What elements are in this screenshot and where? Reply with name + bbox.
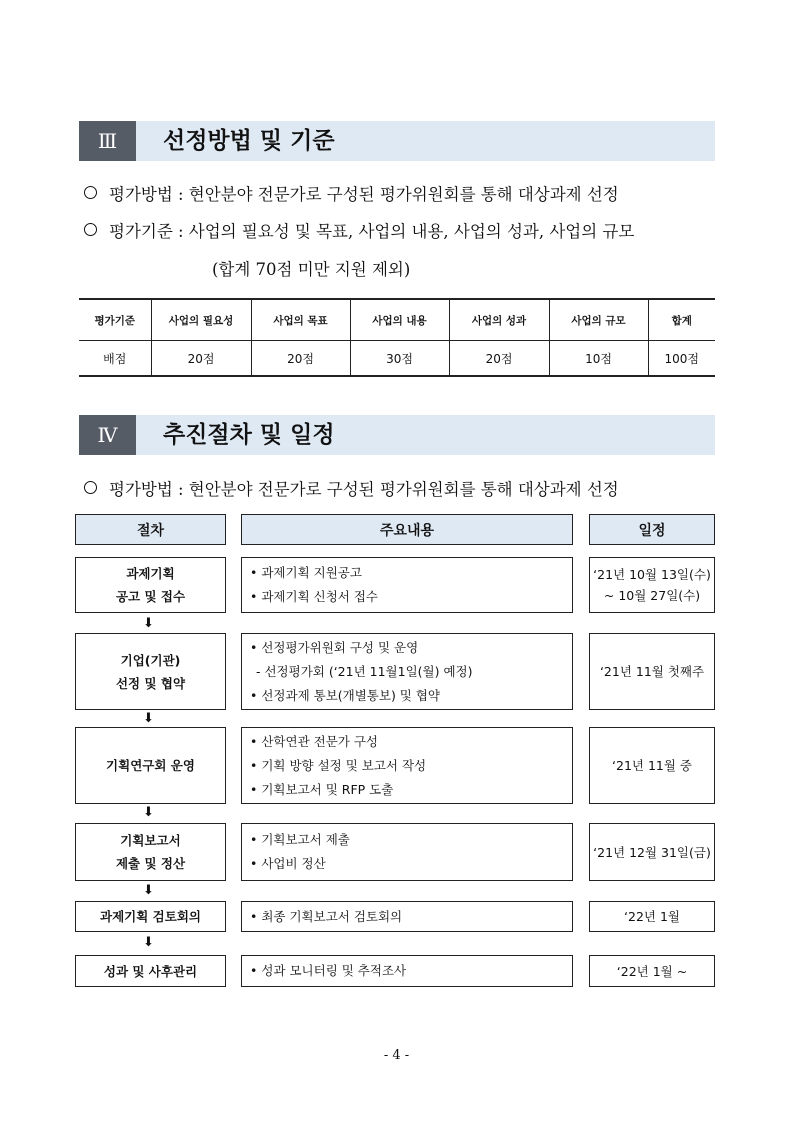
list-item: • 기획보고서 제출 — [250, 828, 572, 852]
section-3-number: Ⅲ — [79, 121, 136, 161]
schedule-box: ‘22년 1월 — [589, 901, 715, 932]
list-item: • 기획보고서 및 RFP 도출 — [250, 778, 572, 802]
table-header-cell: 사업의 내용 — [350, 299, 449, 341]
list-item: • 사업비 정산 — [250, 852, 572, 876]
down-arrow-icon: ⬇ — [143, 616, 154, 631]
stage-box: 과제기획 검토회의 — [75, 901, 226, 932]
section-4-number: Ⅳ — [79, 415, 136, 455]
table-header-cell: 사업의 규모 — [549, 299, 648, 341]
table-header-cell: 평가기준 — [79, 299, 151, 341]
content-box — [241, 823, 573, 881]
circle-bullet-icon — [84, 223, 97, 236]
list-item: - 선정평가회 (‘21년 11월1일(월) 예정) — [256, 663, 473, 679]
table-cell: 20점 — [449, 341, 549, 377]
header-schedule: 일정 — [589, 514, 715, 545]
page-number: - 4 - — [383, 1048, 410, 1063]
section-4-title: 추진절차 및 일정 — [163, 422, 335, 448]
eval-method-line: 평가방법 : 현안분야 전문가로 구성된 평가위원회를 통해 대상과제 선정 — [84, 181, 619, 205]
table-row — [79, 341, 715, 377]
table-cell: 20점 — [151, 341, 251, 377]
content-box — [241, 955, 573, 987]
schedule-box: ‘21년 10월 13일(수) ~ 10월 27일(수) — [589, 557, 715, 613]
table-cell: 20점 — [251, 341, 350, 377]
header-content: 주요내용 — [241, 514, 573, 545]
schedule-box: ‘21년 11월 첫째주 — [589, 633, 715, 710]
down-arrow-icon: ⬇ — [143, 935, 154, 950]
circle-bullet-icon — [84, 186, 97, 199]
header-stage: 절차 — [75, 514, 226, 545]
eval-criteria-line: 평가기준 : 사업의 필요성 및 목표, 사업의 내용, 사업의 성과, 사업의 규모 — [84, 218, 634, 242]
table-cell: 10점 — [549, 341, 648, 377]
list-item: • 선정평가위원회 구성 및 운영 — [250, 636, 572, 660]
schedule-box: ‘21년 12월 31일(금) — [589, 823, 715, 881]
list-item: • 기획 방향 설정 및 보고서 작성 — [250, 754, 572, 778]
table-cell: 100점 — [648, 341, 715, 377]
list-item: • 성과 모니터링 및 추적조사 — [250, 959, 572, 983]
content-box — [241, 557, 573, 613]
stage-box: 기획연구회 운영 — [75, 727, 226, 804]
list-item: • 과제기획 신청서 접수 — [250, 585, 572, 609]
stage-box: 기획보고서 제출 및 정산 — [75, 823, 226, 881]
section-3-header — [79, 121, 715, 161]
table-header-cell: 합계 — [648, 299, 715, 341]
table-cell: 배점 — [79, 341, 151, 377]
content-box — [241, 901, 573, 932]
list-item: • 최종 기획보고서 검토회의 — [250, 905, 572, 929]
circle-bullet-icon — [84, 481, 97, 494]
content-box — [241, 633, 573, 710]
table-header-cell: 사업의 성과 — [449, 299, 549, 341]
down-arrow-icon: ⬇ — [143, 711, 154, 726]
schedule-box: ‘21년 11월 중 — [589, 727, 715, 804]
table-header-cell: 사업의 필요성 — [151, 299, 251, 341]
stage-box: 기업(기관) 선정 및 협약 — [75, 633, 226, 710]
eval-criteria-note: (합계 70점 미만 지원 제외) — [212, 260, 411, 279]
table-header-cell: 사업의 목표 — [251, 299, 350, 341]
stage-box: 성과 및 사후관리 — [75, 955, 226, 987]
list-item: • 산학연관 전문가 구성 — [250, 730, 572, 754]
stage-box: 과제기획 공고 및 접수 — [75, 557, 226, 613]
section-3-title: 선정방법 및 기준 — [163, 128, 335, 154]
evaluation-criteria-table — [79, 298, 715, 377]
table-header-row — [79, 299, 715, 341]
list-item: • 과제기획 지원공고 — [250, 561, 572, 585]
down-arrow-icon: ⬇ — [143, 883, 154, 898]
down-arrow-icon: ⬇ — [143, 805, 154, 820]
schedule-box: ‘22년 1월 ~ — [589, 955, 715, 987]
section-4-header — [79, 415, 715, 455]
content-box — [241, 727, 573, 804]
process-method-line: 평가방법 : 현안분야 전문가로 구성된 평가위원회를 통해 대상과제 선정 — [84, 476, 619, 500]
list-item: • 선정과제 통보(개별통보) 및 협약 — [250, 684, 572, 708]
table-cell: 30점 — [350, 341, 449, 377]
